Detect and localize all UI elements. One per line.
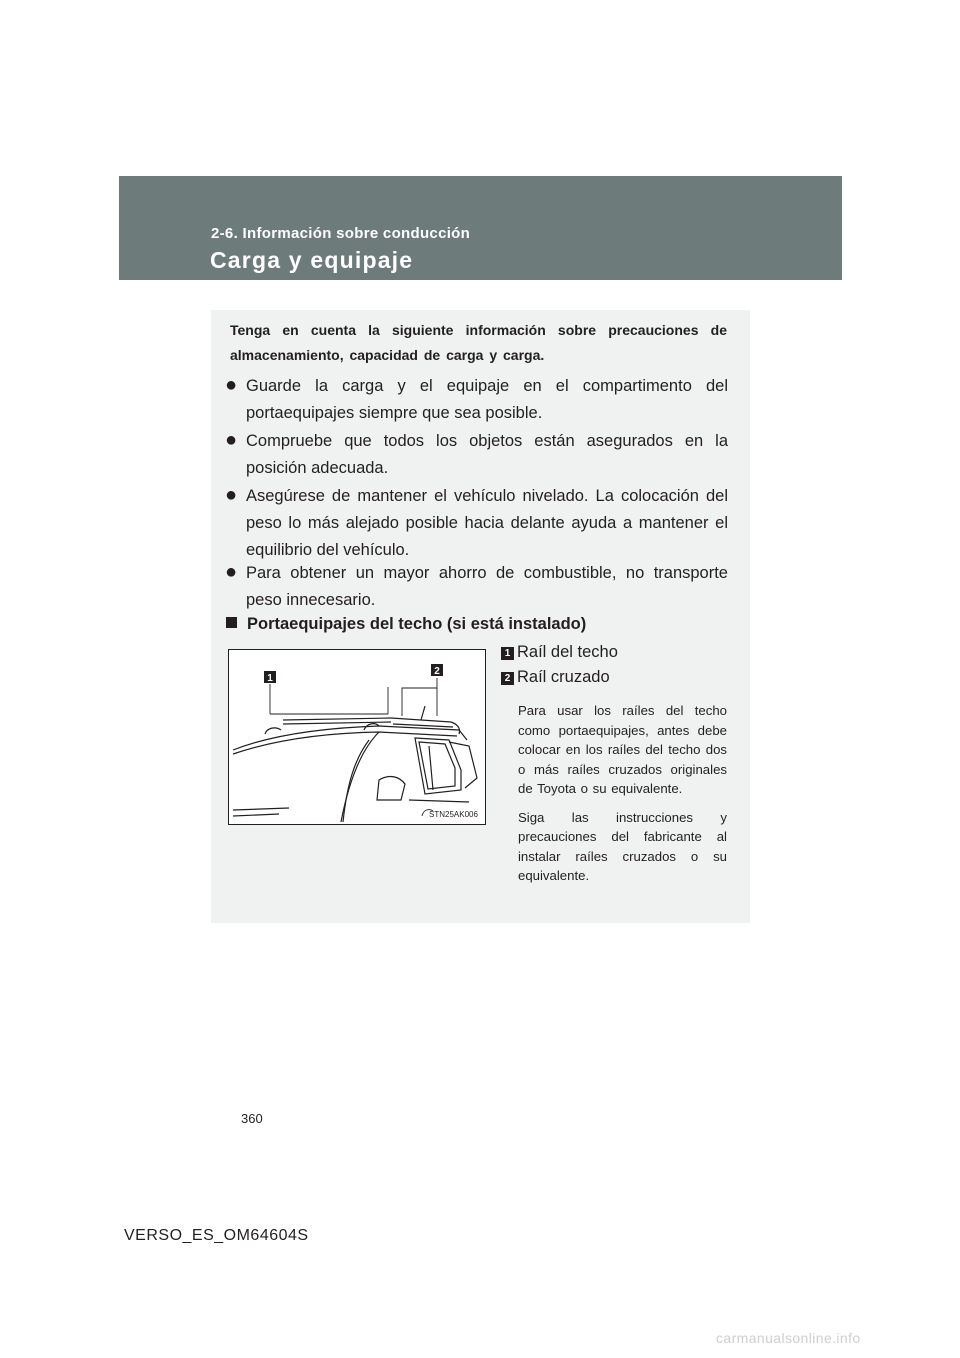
legend-label: Raíl cruzado <box>517 668 610 686</box>
subheading-roof-rack <box>226 615 586 634</box>
legend-label: Raíl del techo <box>517 643 618 661</box>
roof-rack-illustration <box>228 649 486 825</box>
figure-legend <box>501 643 729 693</box>
bullet-item <box>225 428 728 482</box>
watermark: carmanualsonline.info <box>716 1330 861 1346</box>
note-paragraph: Siga las instrucciones y precauciones del fabricante al instalar raíles cruzados o su equivalente. <box>518 809 727 883</box>
legend-number-badge: 2 <box>501 672 514 685</box>
bullet-dot-icon: ● <box>225 561 238 583</box>
intro-text: Tenga en cuenta la siguiente información sobre precauciones de almacenamiento, capacidad de carga y carga. <box>230 322 727 363</box>
legend-item <box>501 643 729 668</box>
note-paragraph: Para usar los raíles del techo como portaequipajes, antes debe colocar en los raíles del techo dos o más raíles cruzados originales de Toyota o su equivalente. <box>518 703 727 796</box>
page-title: Carga y equipaje <box>210 247 414 273</box>
section-header-band <box>119 176 842 280</box>
bullet-dot-icon: ● <box>225 374 238 396</box>
car-roof-drawing <box>229 650 485 824</box>
bullet-dot-icon: ● <box>225 484 238 506</box>
square-bullet-icon <box>226 617 237 628</box>
callout-number-2: 2 <box>434 666 440 677</box>
document-code: VERSO_ES_OM64604S <box>124 1227 309 1244</box>
bullet-text: Compruebe que todos los objetos están asegurados en la posición adecuada. <box>246 432 728 477</box>
page-number: 360 <box>241 1111 263 1126</box>
bullet-text: Para obtener un mayor ahorro de combustible, no transporte peso innecesario. <box>246 564 728 609</box>
bullet-dot-icon: ● <box>225 429 238 451</box>
figure-code: STN25AK006 <box>429 810 478 819</box>
notes <box>518 701 727 895</box>
bullet-text: Guarde la carga y el equipaje en el compartimento del portaequipajes siempre que sea posible. <box>246 377 728 422</box>
section-label: 2-6. Información sobre conducción <box>211 225 471 242</box>
callout-badge-1 <box>264 671 276 684</box>
callout-badge-2 <box>431 664 443 677</box>
legend-number-badge: 1 <box>501 647 514 660</box>
bullet-text: Asegúrese de mantener el vehículo nivelado. La colocación del peso lo más alejado posible hacia delante ayuda a mantener el equilibrio del vehículo. <box>246 487 728 559</box>
bullet-item <box>225 483 728 564</box>
subheading-text: Portaequipajes del techo (si está instalado) <box>247 615 587 633</box>
bullet-item <box>225 560 728 614</box>
bullet-item <box>225 373 728 427</box>
callout-number-1: 1 <box>267 673 273 684</box>
legend-item <box>501 668 729 693</box>
content-box <box>211 310 750 923</box>
